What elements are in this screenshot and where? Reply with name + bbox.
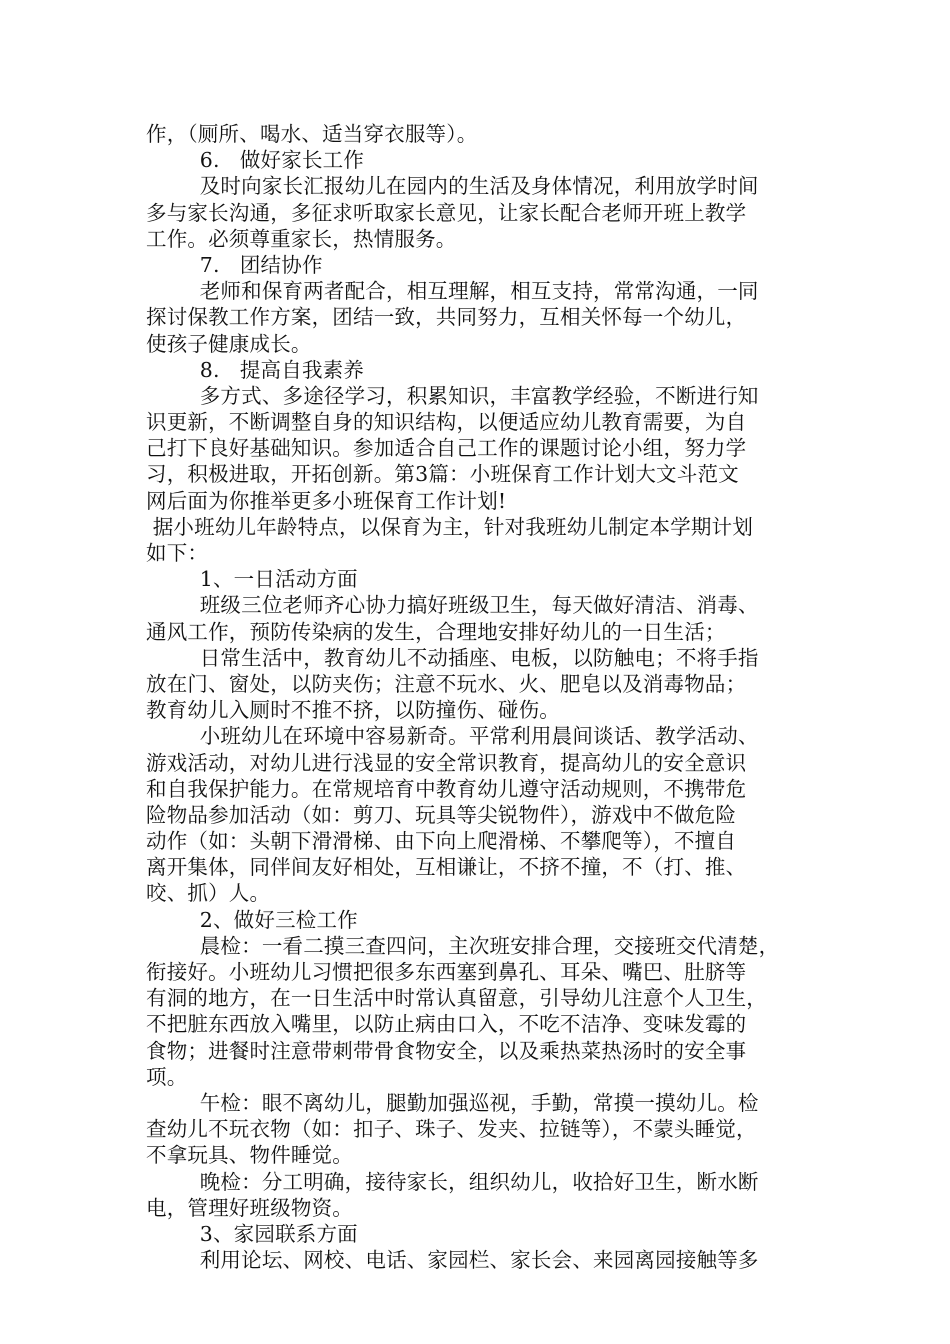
text-line: 6. 做好家长工作 (146, 148, 365, 173)
text-line: 衔接好。小班幼儿习惯把很多东西塞到鼻孔、耳朵、嘴巴、肚脐等 (146, 960, 747, 984)
text-line: 不拿玩具、物件睡觉。 (146, 1143, 353, 1168)
text-line: 教育幼儿入厕时不推不挤，以防撞伤、碰伤。 (146, 698, 560, 723)
text-line: 项。 (146, 1064, 188, 1089)
text-line: 探讨保教工作方案，团结一致，共同努力，互相关怀每一个幼儿， (146, 305, 747, 330)
text-line: 有洞的地方，在一日生活中时常认真留意，引导幼儿注意个人卫生， (146, 986, 767, 1011)
text-line: 8. 提高自我素养 (146, 357, 365, 382)
text-line: 使孩子健康成长。 (146, 331, 312, 356)
text-line: 日常生活中，教育幼儿不动插座、电板，以防触电；不将手指 (146, 645, 759, 670)
text-line: 班级三位老师齐心协力搞好班级卫生，每天做好清洁、消毒、 (146, 593, 759, 618)
text-line: 晨检：一看二摸三查四问，主次班安排合理，交接班交代清楚， (146, 933, 780, 958)
text-line: 识更新，不断调整自身的知识结构，以便适应幼儿教育需要，为自 (146, 410, 747, 435)
text-line: 工作。必须尊重家长，热情服务。 (146, 226, 457, 251)
text-line: 作，（厕所、喝水、适当穿衣服等）。 (146, 122, 478, 146)
text-line: 晚检：分工明确，接待家长，组织幼儿，收拾好卫生，断水断 (146, 1169, 759, 1194)
text-line: 电，管理好班级物资。 (146, 1195, 353, 1220)
text-line: 放在门、窗处，以防夹伤；注意不玩水、火、肥皂以及消毒物品； (146, 671, 747, 696)
text-line: 习，积极进取，开拓创新。第3篇：小班保育工作计划大文斗范文 (146, 462, 739, 487)
text-line: 如下： (146, 541, 209, 565)
text-line: 查幼儿不玩衣物（如：扣子、珠子、发夹、拉链等），不蒙头睡觉， (146, 1117, 757, 1142)
text-line: 据小班幼儿年龄特点，以保育为主，针对我班幼儿制定本学期计划 (146, 514, 754, 539)
text-line: 咬、抓）人。 (146, 881, 271, 906)
text-line: 老师和保育两者配合，相互理解，相互支持，常常沟通，一同 (146, 279, 759, 304)
text-line: 3、家园联系方面 (146, 1221, 358, 1246)
text-line: 2、做好三检工作 (146, 907, 358, 932)
text-line: 己打下良好基础知识。参加适合自己工作的课题讨论小组，努力学 (146, 436, 747, 461)
text-line: 不把脏东西放入嘴里，以防止病由口入，不吃不洁净、变味发霉的 (146, 1012, 747, 1037)
text-line: 通风工作，预防传染病的发生，合理地安排好幼儿的一日生活； (146, 619, 726, 644)
text-line: 游戏活动，对幼儿进行浅显的安全常识教育，提高幼儿的安全意识 (146, 750, 747, 775)
text-line: 多与家长沟通，多征求听取家长意见，让家长配合老师开班上教学 (146, 200, 747, 225)
text-line: 小班幼儿在环境中容易新奇。平常利用晨间谈话、教学活动、 (146, 724, 759, 749)
text-line: 多方式、多途径学习，积累知识，丰富教学经验，不断进行知 (146, 383, 759, 408)
text-line: 午检：眼不离幼儿，腿勤加强巡视，手勤，常摸一摸幼儿。检 (146, 1090, 759, 1115)
document-body (146, 121, 816, 1273)
text-line: 利用论坛、网校、电话、家园栏、家长会、来园离园接触等多 (146, 1248, 759, 1273)
text-line: 1、一日活动方面 (146, 567, 358, 592)
text-line: 和自我保护能力。在常规培育中教育幼儿遵守活动规则，不携带危 (146, 776, 747, 801)
text-line: 离开集体，同伴间友好相处，互相谦让，不挤不撞，不（打、推、 (146, 855, 747, 880)
text-line: 及时向家长汇报幼儿在园内的生活及身体情况，利用放学时间 (146, 174, 759, 199)
text-line: 网后面为你推举更多小班保育工作计划! (146, 488, 507, 513)
text-line: 险物品参加活动（如：剪刀、玩具等尖锐物件），游戏中不做危险 (146, 802, 737, 827)
text-line: 食物；进餐时注意带刺带骨食物安全，以及乘热菜热汤时的安全事 (146, 1038, 747, 1063)
text-line: 动作（如：头朝下滑滑梯、由下向上爬滑梯、不攀爬等），不擅自 (146, 829, 737, 854)
text-line: 7. 团结协作 (146, 252, 323, 277)
